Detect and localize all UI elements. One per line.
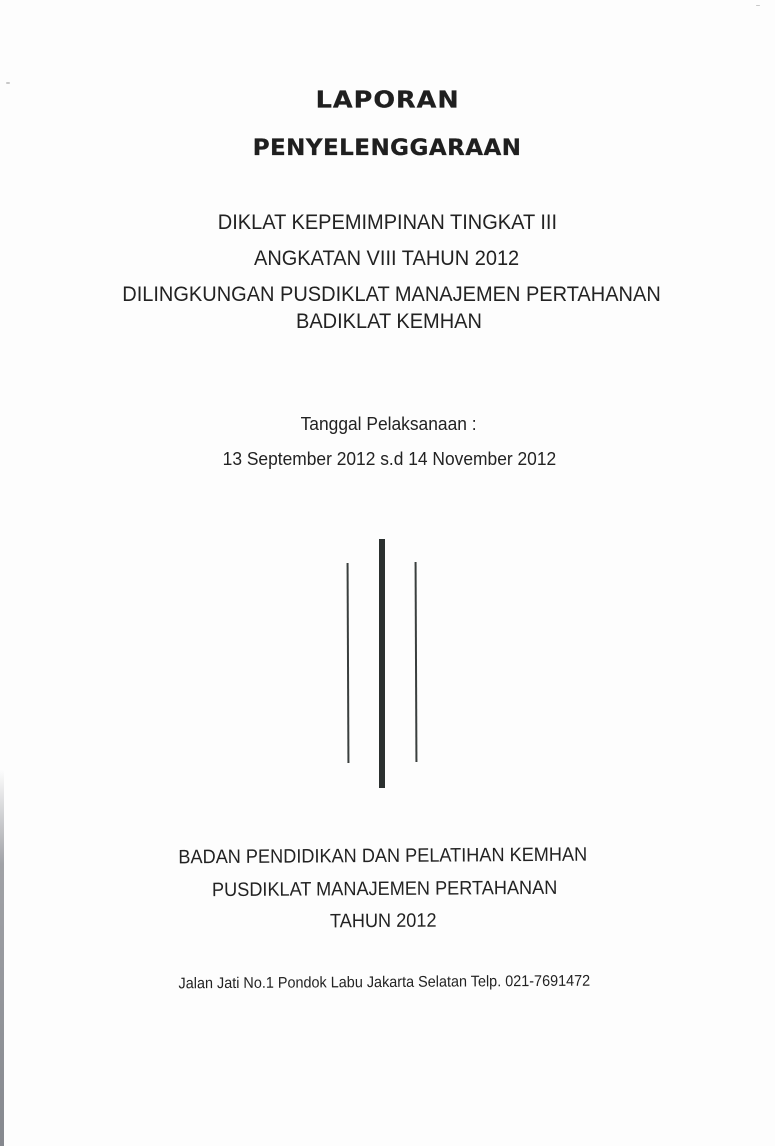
issuer-center: PUSDIKLAT MANAJEMEN PERTAHANAN	[211, 876, 558, 902]
address-line: Jalan Jati No.1 Pondok Labu Jakarta Selatan Telp. 021-7691472	[178, 972, 591, 993]
scan-speck	[756, 5, 760, 6]
issuer-year: TAHUN 2012	[330, 909, 437, 933]
date-label: Tanggal Pelaksanaan :	[300, 413, 477, 434]
scan-edge-shadow	[0, 770, 4, 1146]
scan-speck	[6, 82, 10, 84]
decorative-thin-bar-right	[415, 562, 417, 762]
title-penyelenggaraan: PENYELENGGARAAN	[253, 134, 522, 161]
subtitle-program: DIKLAT KEPEMIMPINAN TINGKAT III	[217, 210, 558, 234]
decorative-thick-bar-center	[379, 539, 385, 788]
subtitle-agency: BADIKLAT KEMHAN	[295, 309, 482, 333]
issuer-agency: BADAN PENDIDIKAN DAN PELATIHAN KEMHAN	[178, 843, 587, 869]
title-laporan: LAPORAN	[315, 86, 460, 113]
subtitle-batch-year: ANGKATAN VIII TAHUN 2012	[253, 246, 520, 270]
decorative-thin-bar-left	[347, 563, 349, 763]
date-range: 13 September 2012 s.d 14 November 2012	[222, 448, 557, 469]
subtitle-environment: DILINGKUNGAN PUSDIKLAT MANAJEMEN PERTAHANAN	[122, 282, 661, 306]
